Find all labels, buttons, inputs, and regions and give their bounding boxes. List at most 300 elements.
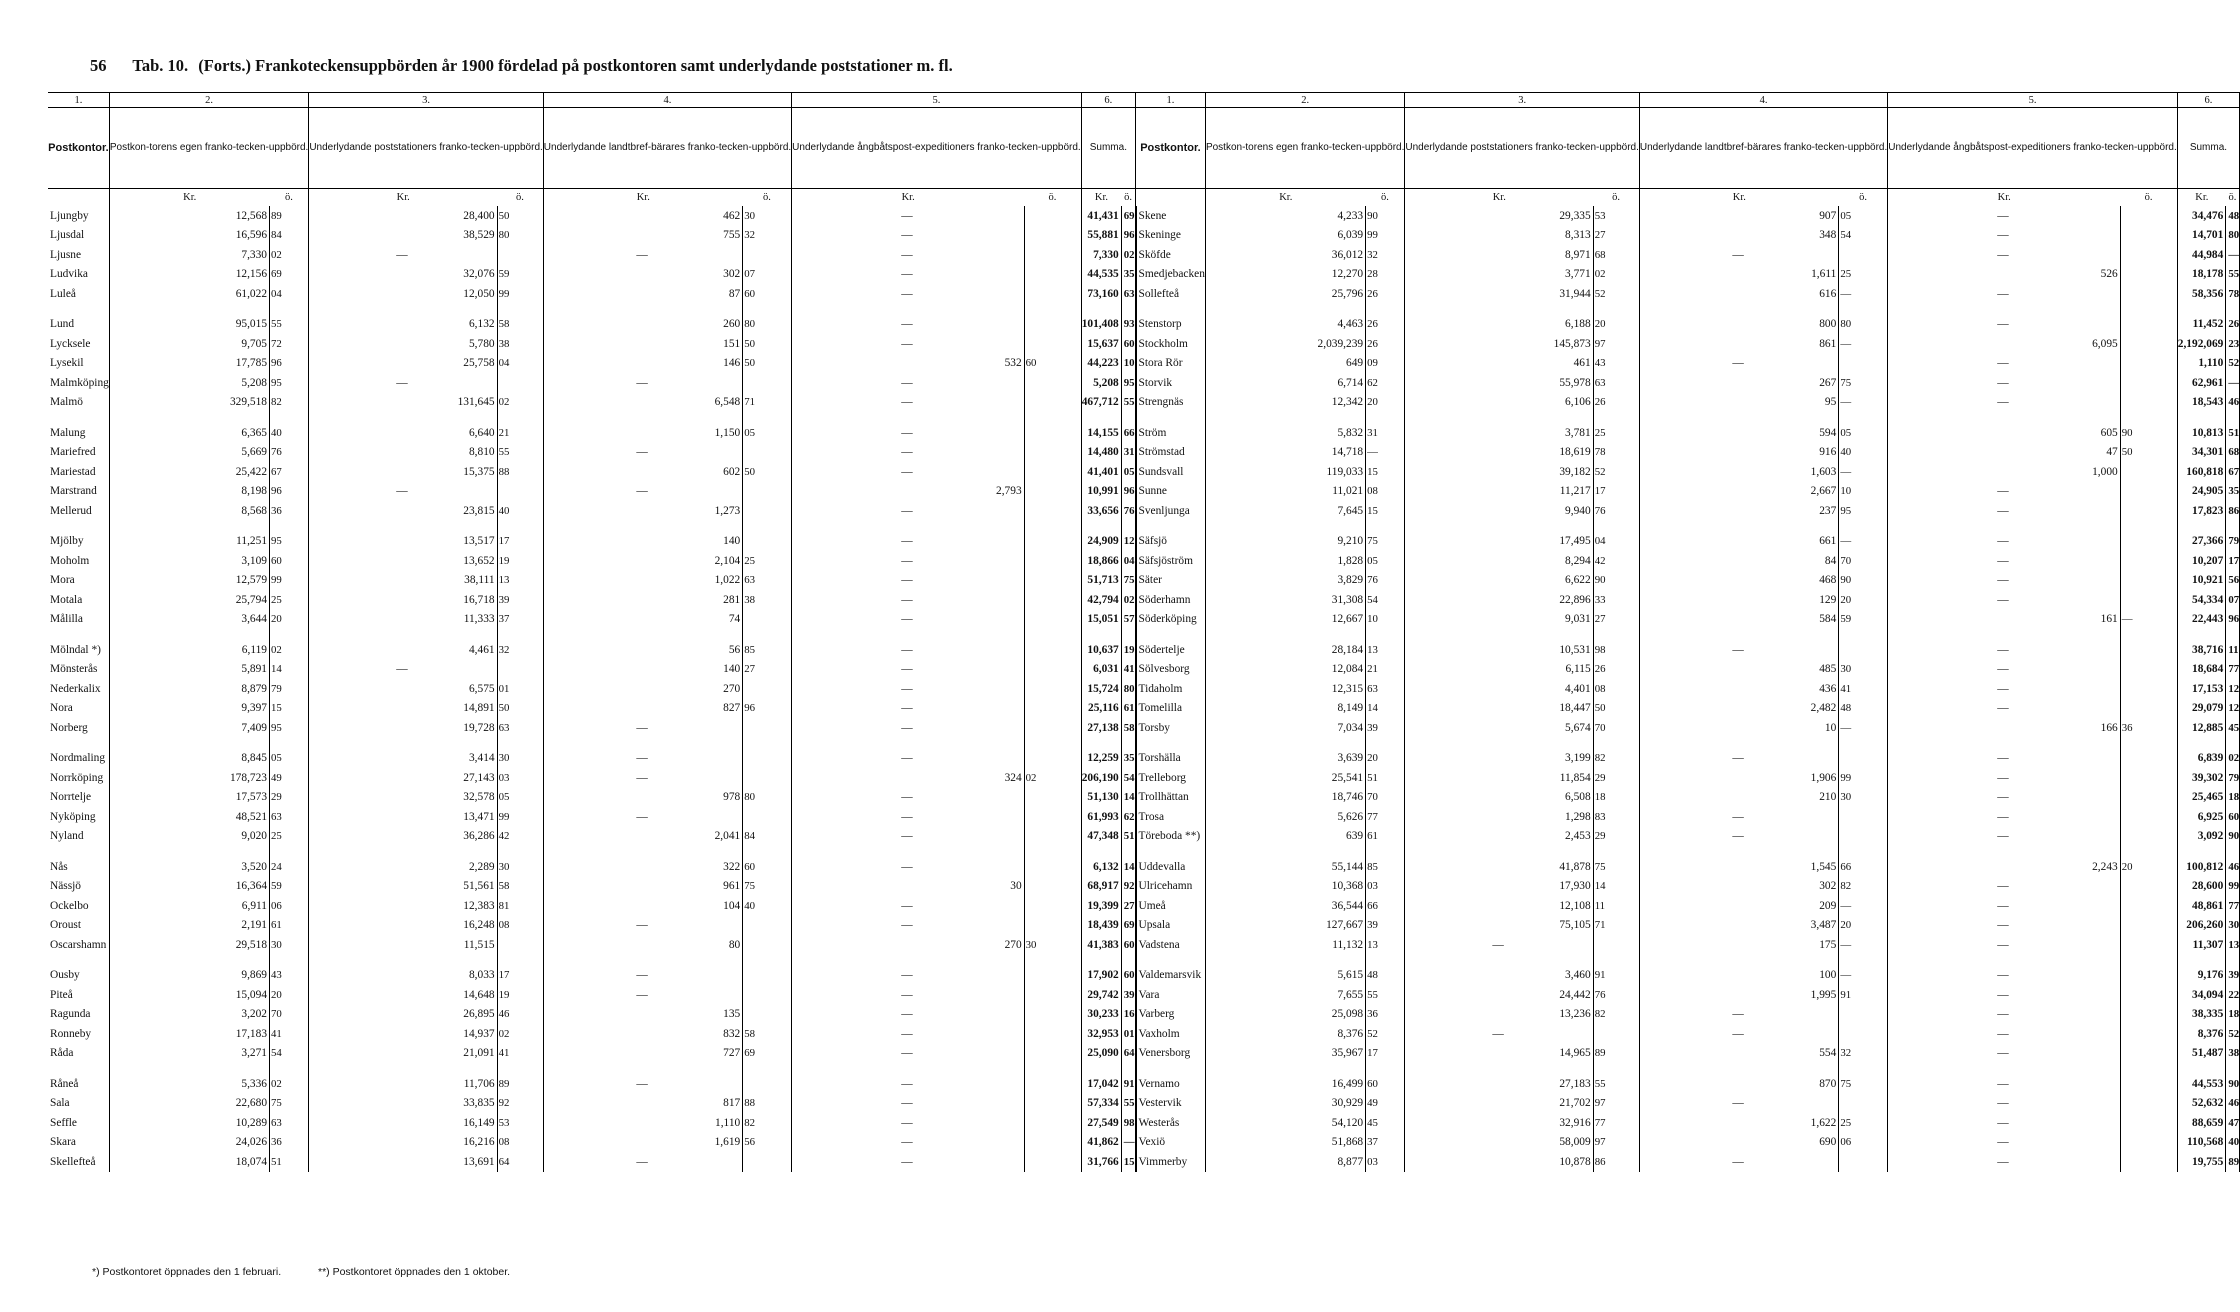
postkontor-name: Sköfde (1136, 245, 1206, 265)
ore-cell: 63 (1593, 373, 1639, 393)
value-cell: 3,202 (241, 1008, 268, 1021)
ore-cell (1024, 551, 1081, 571)
ore-cell: 20 (1839, 916, 1888, 936)
ore-cell: 15 (270, 699, 309, 719)
summa-ore: 35 (1121, 265, 1135, 285)
ore-cell: — (1839, 284, 1888, 304)
ore-cell: 63 (270, 807, 309, 827)
gap-cell (543, 738, 742, 749)
value-cell: 270 (1004, 938, 1022, 951)
summa-ore: 46 (2226, 857, 2240, 877)
postkontor-name: Nässjö (48, 877, 109, 897)
gap-cell (1205, 846, 1365, 857)
summa-kronor: 33,656 (1081, 501, 1121, 521)
gap-cell (270, 1063, 309, 1074)
value-cell: — (1997, 1047, 2009, 1060)
summa-kronor: 51,130 (1081, 788, 1121, 808)
ore-cell: 37 (1366, 1133, 1405, 1153)
gap-cell (1366, 304, 1405, 315)
ore-cell: 89 (270, 206, 309, 226)
ore-cell: — (1839, 532, 1888, 552)
ore-cell (2120, 699, 2177, 719)
value-cell: — (1997, 1097, 2009, 1110)
ore-cell: 75 (270, 1094, 309, 1114)
value-cell: 9,210 (1337, 535, 1364, 548)
ore-cell (1024, 443, 1081, 463)
ore-cell: 59 (497, 265, 543, 285)
gap-cell (48, 846, 109, 857)
value-cell: 12,270 (1331, 268, 1364, 281)
value-cell: — (901, 702, 913, 715)
summa-ore: 56 (2226, 571, 2240, 591)
ore-cell (2120, 916, 2177, 936)
header-col4: Underlydande landtbref-bärares franko-tecken-uppbörd. (543, 108, 791, 189)
ore-cell: 48 (1839, 699, 1888, 719)
value-cell: 75,105 (1559, 919, 1591, 932)
gap-cell (543, 629, 742, 640)
statistics-table (48, 92, 2240, 1172)
ore-cell (1024, 1133, 1081, 1153)
value-cell: 35,967 (1331, 1047, 1364, 1060)
value-cell: 1,611 (1811, 268, 1837, 281)
ore-cell: — (1839, 935, 1888, 955)
ore-cell (2120, 877, 2177, 897)
value-cell: 12,050 (463, 287, 495, 300)
ore-cell: 85 (1366, 857, 1405, 877)
summa-kronor: 17,042 (1081, 1074, 1121, 1094)
gap-cell (1839, 846, 1888, 857)
summa-ore: 45 (2226, 718, 2240, 738)
value-cell: 61,022 (235, 287, 268, 300)
table-row (48, 857, 2240, 877)
ore-cell: 27 (1593, 226, 1639, 246)
postkontor-name: Vestervik (1136, 1094, 1206, 1114)
ore-cell: 05 (497, 788, 543, 808)
value-cell: 1,000 (2092, 465, 2118, 478)
summa-ore: 12 (2226, 699, 2240, 719)
value-cell: 3,271 (241, 1047, 268, 1060)
summa-kronor: 25,116 (1081, 699, 1121, 719)
ore-cell: 82 (743, 1113, 792, 1133)
ore-cell (743, 985, 792, 1005)
ore-cell: 13 (497, 571, 543, 591)
value-cell: 16,149 (463, 1116, 495, 1129)
ore-cell (1024, 245, 1081, 265)
unit-kr: Kr. (1732, 192, 1746, 203)
value-cell: — (901, 1008, 913, 1021)
summa-ore: 01 (1121, 1024, 1135, 1044)
postkontor-name: Mjölby (48, 532, 109, 552)
ore-cell: 81 (497, 896, 543, 916)
gap-cell (543, 1063, 742, 1074)
postkontor-name: Vernamo (1136, 1074, 1206, 1094)
postkontor-name: Lysekil (48, 354, 109, 374)
ore-cell: 79 (270, 679, 309, 699)
ore-cell: 56 (743, 1133, 792, 1153)
ore-cell (1839, 807, 1888, 827)
value-cell: — (1997, 810, 2009, 823)
table-row (48, 443, 2240, 463)
value-cell: — (901, 248, 913, 261)
ore-cell (2120, 1044, 2177, 1064)
value-cell: 727 (723, 1047, 741, 1060)
value-cell: — (1732, 1155, 1744, 1168)
gap-cell (48, 738, 109, 749)
ore-cell: 26 (1366, 334, 1405, 354)
summa-ore: 16 (1121, 1005, 1135, 1025)
ore-cell: 15 (1366, 462, 1405, 482)
ore-cell: 38 (743, 590, 792, 610)
gap-cell (792, 1063, 1024, 1074)
summa-kronor: 15,724 (1081, 679, 1121, 699)
gap-cell (1081, 738, 1121, 749)
gap-cell (543, 846, 742, 857)
postkontor-name: Strömstad (1136, 443, 1206, 463)
ore-cell: 14 (270, 660, 309, 680)
ore-cell: 85 (743, 640, 792, 660)
value-cell: 12,315 (1331, 682, 1364, 695)
ore-cell: 32 (1366, 245, 1405, 265)
unit-kr: Kr. (636, 192, 650, 203)
ore-cell: 20 (1839, 590, 1888, 610)
postkontor-name: Valdemarsvik (1136, 966, 1206, 986)
gap-cell (2226, 1063, 2240, 1074)
table-row (48, 877, 2240, 897)
postkontor-name: Mariestad (48, 462, 109, 482)
summa-kronor: 11,452 (2177, 315, 2226, 335)
ore-cell (1839, 1005, 1888, 1025)
ore-cell: 40 (270, 423, 309, 443)
postkontor-name: Ronneby (48, 1024, 109, 1044)
value-cell: 11,217 (1559, 485, 1591, 498)
summa-kronor: 8,376 (2177, 1024, 2226, 1044)
ore-cell (1024, 1113, 1081, 1133)
ore-cell: 03 (497, 768, 543, 788)
table-row (48, 1113, 2240, 1133)
value-cell: 8,313 (1565, 229, 1591, 242)
summa-kronor: 206,190 (1081, 768, 1121, 788)
ore-cell: — (2120, 610, 2177, 630)
ore-cell: 39 (1366, 718, 1405, 738)
gap-cell (48, 304, 109, 315)
ore-cell: 36 (1366, 1005, 1405, 1025)
ore-cell (1024, 1074, 1081, 1094)
gap-cell (1593, 521, 1639, 532)
ore-cell: 29 (1593, 768, 1639, 788)
value-cell: 4,463 (1337, 318, 1364, 331)
value-cell: — (636, 376, 648, 389)
ore-cell (2120, 265, 2177, 285)
ore-cell (2120, 393, 2177, 413)
table-row (48, 265, 2240, 285)
table-label: Tab. 10. (132, 56, 189, 75)
gap-cell (1593, 629, 1639, 640)
gap-cell (1405, 955, 1593, 966)
ore-cell (743, 679, 792, 699)
value-cell: 3,829 (1337, 574, 1364, 587)
value-cell: 47 (2106, 446, 2118, 459)
summa-ore: 67 (2226, 462, 2240, 482)
ore-cell (2120, 315, 2177, 335)
postkontor-name: Mellerud (48, 501, 109, 521)
value-cell: 14,965 (1559, 1047, 1591, 1060)
value-cell: — (901, 318, 913, 331)
gap-cell (309, 738, 497, 749)
value-cell: 28,184 (1331, 643, 1364, 656)
ore-cell (2120, 482, 2177, 502)
summa-kronor: 10,813 (2177, 423, 2226, 443)
gap-cell (109, 629, 269, 640)
postkontor-name: Skellefteå (48, 1152, 109, 1172)
gap-cell (743, 304, 792, 315)
ore-cell: 75 (1366, 532, 1405, 552)
gap-cell (48, 1063, 109, 1074)
summa-kronor: 14,701 (2177, 226, 2226, 246)
ore-cell (1024, 1024, 1081, 1044)
gap-cell (1024, 846, 1081, 857)
ore-cell (2120, 749, 2177, 769)
ore-cell: 55 (270, 315, 309, 335)
ore-cell: 37 (497, 610, 543, 630)
value-cell: — (1997, 752, 2009, 765)
ore-cell: 82 (1593, 749, 1639, 769)
ore-cell: 82 (270, 393, 309, 413)
gap-cell (1121, 1063, 1135, 1074)
value-cell: 14,648 (463, 988, 495, 1001)
table-row (48, 1094, 2240, 1114)
gap-cell (48, 412, 109, 423)
ore-cell (1024, 877, 1081, 897)
ore-cell (2120, 788, 2177, 808)
value-cell: — (1732, 830, 1744, 843)
summa-ore: 17 (2226, 551, 2240, 571)
gap-cell (543, 521, 742, 532)
gap-cell (1888, 846, 2120, 857)
value-cell: 616 (1819, 287, 1837, 300)
unit-ore: ö. (1024, 189, 1081, 207)
summa-ore: 51 (1121, 827, 1135, 847)
gap-cell (1024, 738, 1081, 749)
postkontor-name: Ulricehamn (1136, 877, 1206, 897)
summa-ore: 60 (1121, 334, 1135, 354)
gap-cell (1366, 738, 1405, 749)
summa-ore: 76 (1121, 501, 1135, 521)
ore-cell: 04 (497, 354, 543, 374)
value-cell: 25,758 (463, 357, 495, 370)
value-cell: 95,015 (235, 318, 268, 331)
summa-ore: 80 (1121, 679, 1135, 699)
unit-kr: Kr. (183, 192, 197, 203)
gap-cell (1024, 521, 1081, 532)
gap-cell (1405, 1063, 1593, 1074)
summa-kronor: 9,176 (2177, 966, 2226, 986)
value-cell: — (636, 771, 648, 784)
group-gap (48, 1063, 2240, 1074)
value-cell: 8,971 (1565, 248, 1591, 261)
gap-cell (270, 629, 309, 640)
summa-ore: 48 (2226, 206, 2240, 226)
summa-ore: 96 (1121, 226, 1135, 246)
value-cell: 146 (723, 357, 741, 370)
value-cell: 1,150 (714, 426, 741, 439)
summa-ore: 14 (1121, 857, 1135, 877)
value-cell: — (901, 969, 913, 982)
value-cell: 3,639 (1337, 752, 1364, 765)
unit-kr: Kr. (1094, 192, 1109, 203)
gap-cell (2120, 846, 2177, 857)
summa-kronor: 61,993 (1081, 807, 1121, 827)
gap-cell (1205, 955, 1365, 966)
value-cell: 21,091 (463, 1047, 495, 1060)
ore-cell: 04 (270, 284, 309, 304)
summa-kronor: 41,431 (1081, 206, 1121, 226)
value-cell: 32,578 (463, 791, 495, 804)
value-cell: 8,877 (1337, 1155, 1364, 1168)
postkontor-name: Sunne (1136, 482, 1206, 502)
value-cell: 25,796 (1331, 287, 1364, 300)
ore-cell: 18 (1593, 788, 1639, 808)
ore-cell (1024, 827, 1081, 847)
header-summa: Summa. (2177, 108, 2239, 189)
value-cell: 15,094 (235, 988, 268, 1001)
value-cell: — (1997, 682, 2009, 695)
value-cell: 1,022 (714, 574, 741, 587)
ore-cell: 19 (497, 985, 543, 1005)
ore-cell: 27 (743, 660, 792, 680)
table-row (48, 1024, 2240, 1044)
ore-cell: 39 (497, 590, 543, 610)
ore-cell (2120, 1024, 2177, 1044)
ore-cell (1024, 423, 1081, 443)
postkontor-name: Ljusne (48, 245, 109, 265)
gap-cell (1839, 1063, 1888, 1074)
postkontor-name: Råda (48, 1044, 109, 1064)
ore-cell (2120, 206, 2177, 226)
ore-cell (497, 373, 543, 393)
value-cell: — (901, 613, 913, 626)
ore-cell: 71 (1593, 916, 1639, 936)
ore-cell (743, 718, 792, 738)
ore-cell: 80 (1839, 315, 1888, 335)
gap-cell (792, 521, 1024, 532)
gap-cell (270, 521, 309, 532)
summa-kronor: 44,223 (1081, 354, 1121, 374)
gap-cell (2177, 629, 2226, 640)
postkontor-name: Lycksele (48, 334, 109, 354)
postkontor-name: Vexiö (1136, 1133, 1206, 1153)
ore-cell (1024, 590, 1081, 610)
ore-cell (1839, 1094, 1888, 1114)
value-cell: — (901, 396, 913, 409)
table-row (48, 315, 2240, 335)
value-cell: 3,771 (1565, 268, 1591, 281)
group-gap (48, 521, 2240, 532)
summa-kronor: 44,984 (2177, 245, 2226, 265)
value-cell: 9,940 (1565, 504, 1591, 517)
value-cell: 13,691 (463, 1155, 495, 1168)
postkontor-name: Sala (48, 1094, 109, 1114)
value-cell: 16,596 (235, 229, 268, 242)
value-cell: 5,891 (241, 663, 268, 676)
value-cell: 25,098 (1331, 1008, 1364, 1021)
value-cell: — (1997, 574, 2009, 587)
summa-ore: 93 (1121, 315, 1135, 335)
summa-kronor: 18,543 (2177, 393, 2226, 413)
ore-cell (1024, 315, 1081, 335)
gap-cell (1121, 629, 1135, 640)
column-number: 4. (543, 93, 791, 108)
page-title (90, 56, 1010, 76)
summa-ore: 77 (2226, 896, 2240, 916)
table-row (48, 245, 2240, 265)
table-row (48, 482, 2240, 502)
ore-cell: 29 (270, 788, 309, 808)
ore-cell: 84 (743, 827, 792, 847)
summa-kronor: 32,953 (1081, 1024, 1121, 1044)
ore-cell: 60 (1024, 354, 1081, 374)
gap-cell (2226, 629, 2240, 640)
value-cell: 11,515 (463, 938, 495, 951)
unit-kr: Kr. (901, 192, 915, 203)
ore-cell: 55 (497, 443, 543, 463)
gap-cell (1081, 304, 1121, 315)
page-number: 56 (90, 56, 107, 75)
summa-kronor: 6,839 (2177, 749, 2226, 769)
ore-cell (2120, 827, 2177, 847)
gap-cell (109, 955, 269, 966)
postkontor-name: Norberg (48, 718, 109, 738)
ore-cell: 20 (1366, 393, 1405, 413)
ore-cell: 20 (1366, 749, 1405, 769)
value-cell: 25,794 (235, 593, 268, 606)
value-cell: 6,640 (468, 426, 495, 439)
ore-cell (1024, 1044, 1081, 1064)
gap-cell (1136, 738, 1206, 749)
summa-ore: 46 (2226, 1094, 2240, 1114)
ore-cell: 97 (1593, 1133, 1639, 1153)
summa-ore: 55 (1121, 1094, 1135, 1114)
postkontor-name: Tidaholm (1136, 679, 1206, 699)
ore-cell: 60 (743, 857, 792, 877)
table-row (48, 551, 2240, 571)
ore-cell: 52 (1366, 1024, 1405, 1044)
value-cell: 74 (728, 613, 741, 626)
summa-ore: 05 (1121, 462, 1135, 482)
value-cell: 6,132 (468, 318, 495, 331)
value-cell: — (901, 899, 913, 912)
postkontor-name: Ousby (48, 966, 109, 986)
postkontor-name: Marstrand (48, 482, 109, 502)
ore-cell (2120, 660, 2177, 680)
gap-cell (1205, 629, 1365, 640)
gap-cell (743, 738, 792, 749)
postkontor-name: Säfsjöström (1136, 551, 1206, 571)
postkontor-name: Sölvesborg (1136, 660, 1206, 680)
value-cell: 6,714 (1337, 376, 1364, 389)
ore-cell: 52 (1593, 284, 1639, 304)
postkontor-name: Nederkalix (48, 679, 109, 699)
ore-cell (2120, 1005, 2177, 1025)
gap-cell (1366, 955, 1405, 966)
ore-cell (2120, 284, 2177, 304)
ore-cell: 28 (1366, 265, 1405, 285)
value-cell: 2,104 (714, 554, 741, 567)
gap-cell (1888, 412, 2120, 423)
value-cell: 51,868 (1331, 1136, 1364, 1149)
summa-kronor: 18,866 (1081, 551, 1121, 571)
value-cell: 468 (1819, 574, 1837, 587)
value-cell: — (901, 337, 913, 350)
